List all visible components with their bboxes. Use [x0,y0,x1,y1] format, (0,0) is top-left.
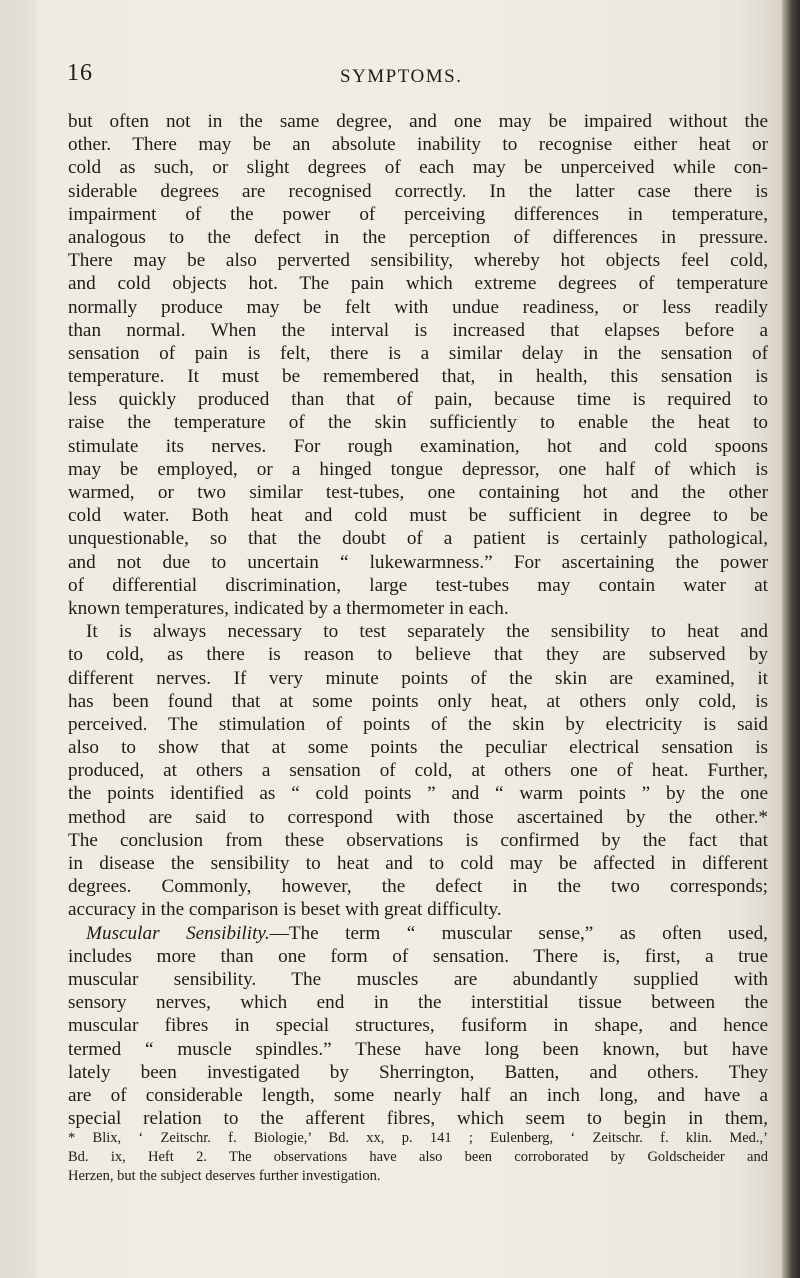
text-line: lately been investigated by Sherrington, Batten, and others. They [68,1061,768,1083]
text-line: than normal. When the interval is increased that elapses before a [68,319,768,341]
text-line: The conclusion from these observations is confirmed by the fact that [68,829,768,851]
text-fragment: —The term “ muscular sense,” as often used, [269,922,768,944]
text-line: less quickly produced than that of pain, because time is required to [68,389,768,411]
text-line: and cold objects hot. The pain which extreme degrees of temperature [68,273,768,295]
text-line: degrees. Commonly, however, the defect in the two corresponds; [68,876,768,898]
text-line: in disease the sensibility to heat and to cold may be affected in different [68,853,768,874]
text-line: stimulate its nerves. For rough examination, hot and cold spoons [68,435,768,457]
text-line: There may be also perverted sensibility, whereby hot objects feel cold, [68,250,768,272]
text-line: It is always necessary to test separately the sensibility to heat and [86,621,768,643]
body-text [68,110,768,1130]
footnotes [68,1129,768,1186]
text-line: cold water. Both heat and cold must be sufficient in degree to be [68,505,768,527]
footnote-line: Herzen, but the subject deserves further investigation. [68,1168,381,1184]
text-line: sensory nerves, which end in the interstitial tissue between the [68,992,768,1014]
page-edge-right [782,0,800,1278]
text-line: includes more than one form of sensation. There is, first, a true [68,945,768,967]
text-line: are of considerable length, some nearly half an inch long, and have a [68,1084,768,1106]
text-line: and not due to uncertain “ lukewarmness.” For ascertaining the power [68,551,768,573]
page-number: 16 [67,60,93,86]
text-line: normally produce may be felt with undue readiness, or less readily [68,296,768,318]
text-line: impairment of the power of perceiving differences in temperature, [68,203,768,225]
text-line: muscular sensibility. The muscles are abundantly supplied with [68,968,768,990]
text-line: method are said to correspond with those ascertained by the other.* [68,806,768,828]
section-heading-muscular-sensibility: Muscular Sensibility. [86,922,270,944]
muscular-sensibility-line [68,922,768,945]
text-line: raise the temperature of the skin sufficiently to enable the heat to [68,412,768,434]
text-line: analogous to the defect in the perception of differences in pressure. [68,226,768,248]
text-line: termed “ muscle spindles.” These have long been known, but have [68,1038,768,1060]
page-gutter-left [0,0,36,1278]
text-line: cold as such, or slight degrees of each may be unperceived while con- [68,157,768,179]
text-line: different nerves. If very minute points of the skin are examined, it [68,667,768,689]
text-line: unquestionable, so that the doubt of a patient is certainly pathological, [68,528,768,550]
text-line: muscular fibres in special structures, fusiform in shape, and hence [68,1015,768,1037]
footnote-line: * Blix, ‘ Zeitschr. f. Biologie,’ Bd. xx, p. 141 ; Eulenberg, ‘ Zeitschr. f. klin. Med.,’ [68,1130,768,1146]
text-line: special relation to the afferent fibres, which seem to begin in them, [68,1108,768,1130]
running-head: SYMPTOMS. [340,66,463,87]
text-line: other. There may be an absolute inability to recognise either heat or [68,134,768,156]
text-line: perceived. The stimulation of points of the skin by electricity is said [68,713,768,735]
text-line: produced, at others a sensation of cold, at others one of heat. Further, [68,760,768,782]
text-line: sensation of pain is felt, there is a similar delay in the sensation of [68,342,768,364]
text-line: temperature. It must be remembered that, in health, this sensation is [68,366,768,388]
text-line: also to show that at some points the peculiar electrical sensation is [68,737,768,759]
text-line: known temperatures, indicated by a thermometer in each. [68,597,509,619]
text-line: may be employed, or a hinged tongue depressor, one half of which is [68,458,768,480]
footnote-line: Bd. ix, Heft 2. The observations have also been corroborated by Goldscheider and [68,1149,768,1165]
text-line: to cold, as there is reason to believe that they are subserved by [68,644,768,666]
text-line: the points identified as “ cold points ” and “ warm points ” by the one [68,783,768,805]
text-line: accuracy in the comparison is beset with great difficulty. [68,899,502,921]
text-line: warmed, or two similar test-tubes, one containing hot and the other [68,482,768,503]
text-line: siderable degrees are recognised correctly. In the latter case there is [68,180,768,202]
text-line: but often not in the same degree, and one may be impaired without the [68,111,768,132]
text-line: of differential discrimination, large test-tubes may contain water at [68,574,768,596]
text-line: has been found that at some points only heat, at others only cold, is [68,690,768,712]
